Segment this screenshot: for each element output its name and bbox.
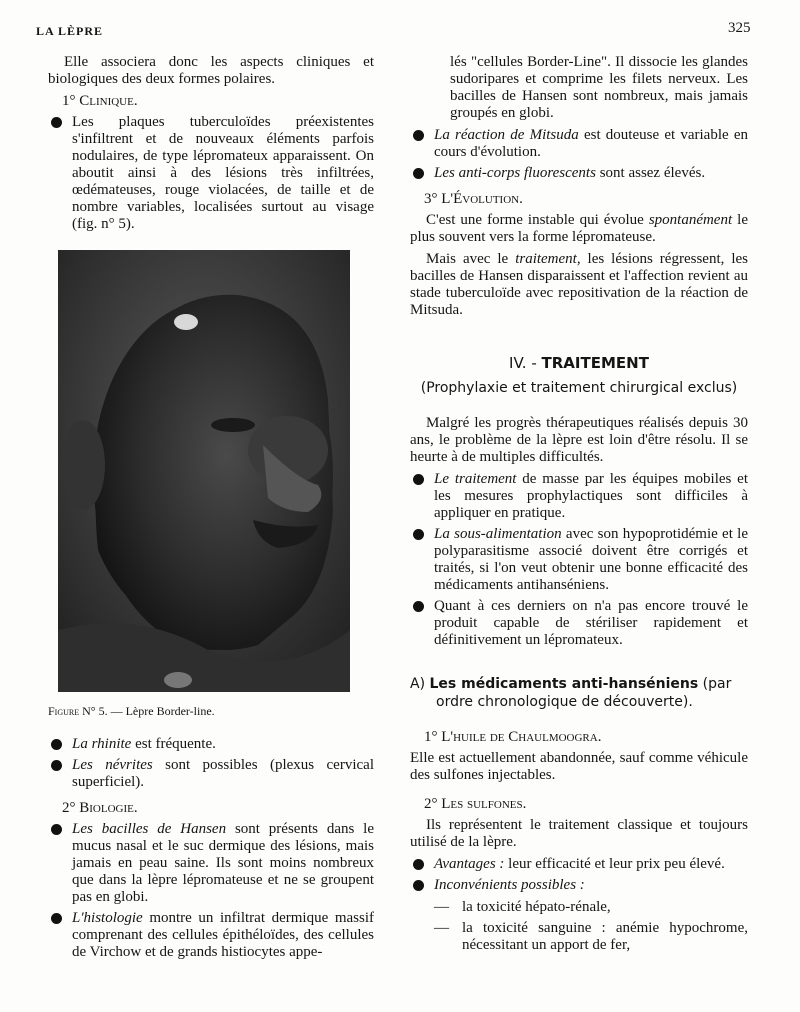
histologie-text: montre un infiltrat dermique massif comprenant des cellules épithéloïdes, des cellules de Virchow et de grands histiocytes appe- [72, 910, 374, 960]
rhinite-emphasis: La rhinite [72, 736, 132, 752]
portrait-illustration [58, 250, 350, 692]
masse-text: de masse par les équipes mobiles et les mesures prophylactiques sont difficiles à appliquer en pratique. [434, 471, 749, 521]
figure-caption-text: — Lèpre Border-line. [107, 704, 215, 718]
toxicite-hepato: — la toxicité hépato-rénale, [434, 899, 748, 916]
anticorps-bullet [410, 165, 748, 182]
avantages-bullet [410, 856, 748, 873]
alimentation-bullet [410, 526, 748, 594]
avantages-emphasis: Avantages : [434, 856, 505, 872]
nevrites-emphasis: Les névrites [72, 757, 153, 773]
histologie-emphasis: L'histologie [72, 910, 143, 926]
inconvenients-bullet [410, 877, 748, 894]
masse-bullet [410, 471, 748, 522]
running-title: LA LÈPRE [36, 24, 104, 38]
inconvenients-list [410, 899, 748, 954]
nevrites-bullet [48, 757, 374, 791]
subsection-a-label: A) [410, 676, 430, 692]
produit-bullet: Quant à ces derniers on n'a pas encore trouvé le produit capable de stériliser rapidement et définitivement un lépromateux. [410, 598, 748, 649]
section-subtitle: (Prophylaxie et traitement chirurgical exclus) [420, 380, 738, 396]
subsection-a-title: Les médicaments anti-hanséniens [429, 676, 699, 692]
mitsuda-bullet [410, 127, 748, 161]
rhinite-text: est fréquente. [131, 736, 216, 752]
nevrites-text: sont possibles (plexus cervical superficiel). [72, 757, 374, 790]
heading-clinique: 1° Clinique. [62, 93, 138, 109]
figure-caption [48, 704, 215, 719]
traitement-intro: Malgré les progrès thérapeutiques réalisés depuis 30 ans, le problème de la lèpre est loin d'être résolu. Il se heurte à de multiples difficultés. [410, 415, 748, 465]
anticorps-emphasis: Les anti-corps fluorescents [434, 165, 596, 181]
alimentation-text: avec son hypoprotidémie et le polyparasitisme associé doivent être corrigés et traités, si l'on veut obtenir une bonne efficacité des médicaments antihanséniens. [434, 526, 748, 593]
clinique-list [48, 114, 374, 233]
biologie-list [48, 821, 374, 961]
evolution-emphasis: spontanément [648, 212, 733, 228]
symptom-list [48, 736, 374, 791]
traitement-text-b: les lésions régressent, les bacilles de Hansen disparaissent et l'affection revient au stade tuberculoïde avec repositivation de la réaction de Mitsuda. [410, 251, 748, 318]
anticorps-text: sont assez élevés. [595, 165, 706, 181]
left-column-top [48, 54, 374, 238]
heading-biologie: 2° Biologie. [62, 800, 138, 816]
section-number: IV. - [509, 354, 542, 372]
biologie-list-cont [410, 127, 748, 182]
alimentation-emphasis: La sous-alimentation [434, 526, 562, 542]
evolution-paragraph-1 [410, 212, 748, 246]
mitsuda-emphasis: La réaction de Mitsuda [434, 127, 579, 143]
subsection-a-note: (par ordre chronologique de découverte). [436, 676, 732, 710]
toxicite-sanguine: — la toxicité sanguine : anémie hypochrome, nécessitant un apport de fer, [434, 920, 748, 954]
figure-caption-label: Figure N° 5. [48, 704, 108, 718]
right-column [410, 54, 748, 958]
inconvenients-emphasis: Inconvénients possibles : [434, 877, 585, 893]
section-title: TRAITEMENT [541, 354, 649, 372]
sulfones-paragraph: Ils représentent le traitement classique et toujours utilisé de la lèpre. [410, 817, 748, 850]
mitsuda-text: est douteuse et variable en cours d'évolution. [434, 127, 748, 160]
section-heading [410, 355, 748, 372]
left-column-bottom [48, 736, 374, 966]
heading-evolution: 3° L'Évolution. [424, 191, 523, 207]
evolution-paragraph-2 [410, 251, 748, 319]
traitement-text-a: Mais avec le [426, 251, 516, 267]
histologie-bullet [48, 910, 374, 961]
histologie-continuation: lés "cellules Border-Line". Il dissocie les glandes sudoripares et comprime les filets nerveux. Les bacilles de Hansen sont nombreux, mais jamais groupés en globi. [450, 54, 748, 121]
sulfones-list [410, 856, 748, 894]
huile-paragraph: Elle est actuellement abandonnée, sauf comme véhicule des sulfones injectables. [410, 750, 748, 783]
page-number: 325 [728, 20, 751, 36]
traitement-emphasis: traitement, [515, 251, 581, 267]
bacilles-bullet [48, 821, 374, 906]
intro-paragraph: Elle associera donc les aspects cliniques et biologiques des deux formes polaires. [48, 54, 374, 87]
evolution-text-b: le plus souvent vers la forme lépromateuse. [410, 212, 748, 245]
avantages-text: leur efficacité et leur prix peu élevé. [504, 856, 725, 872]
figure-photo [58, 250, 350, 692]
bacilles-emphasis: Les bacilles de Hansen [72, 821, 227, 837]
subsection-a [410, 675, 748, 711]
clinique-bullet: Les plaques tuberculoïdes préexistentes s'infiltrent et de nouveaux éléments parfois nodulaires, de type lépromateux apparaissent. On aboutit ainsi à des lésions très infiltrées, œdémateuses, rouge violacées, de taille et de nombre variables, localisées surtout au visage (fig. n° 5). [48, 114, 374, 233]
bacilles-text: sont présents dans le mucus nasal et le suc dermique des lésions, mais jamais en peau saine. Ils sont moins nombreux que dans la lèpre lépromateuse et ne se groupent pas en globi. [72, 821, 375, 905]
masse-emphasis: Le traitement [434, 471, 517, 487]
difficultes-list [410, 471, 748, 649]
rhinite-bullet [48, 736, 374, 753]
evolution-text-a: C'est une forme instable qui évolue [426, 212, 649, 228]
heading-sulfones: 2° Les sulfones. [424, 796, 527, 812]
heading-huile: 1° L'huile de Chaulmoogra. [424, 729, 602, 745]
